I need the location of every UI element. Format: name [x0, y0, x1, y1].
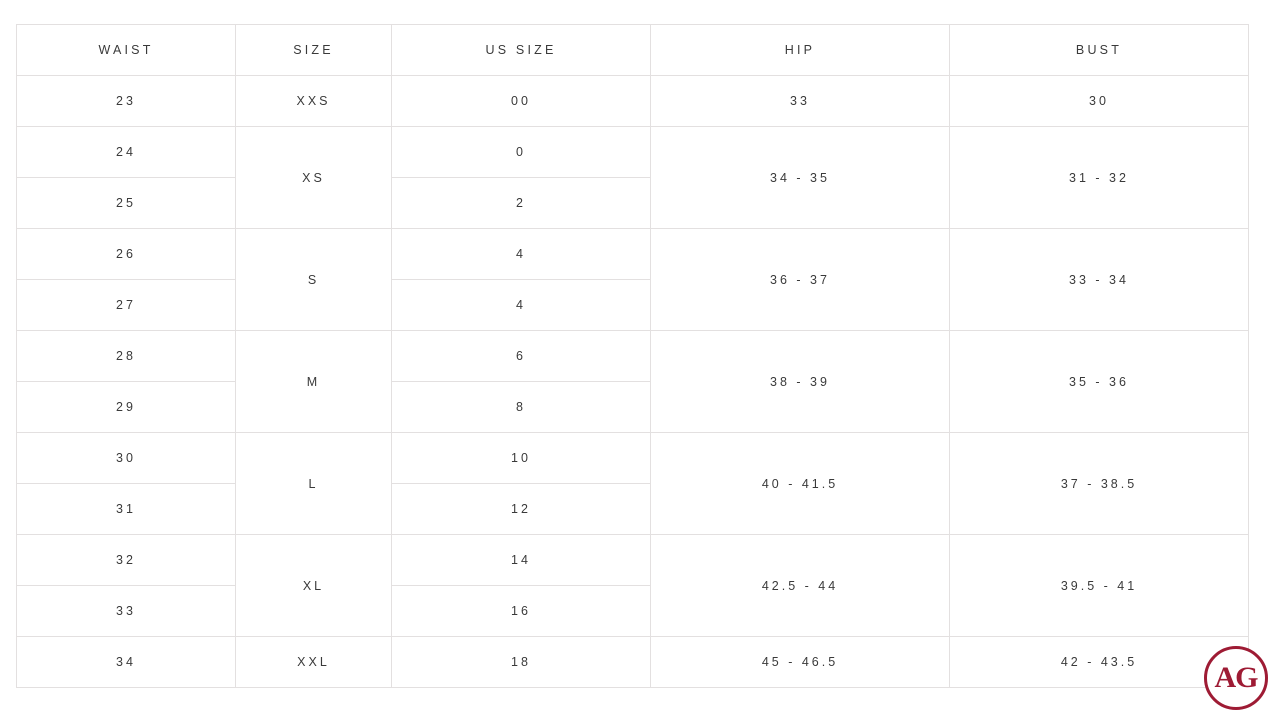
- cell-size: XXS: [236, 76, 392, 127]
- cell-size: M: [236, 331, 392, 433]
- cell-us-size: 00: [392, 76, 651, 127]
- cell-us-size: 2: [392, 178, 651, 229]
- table-header-row: [17, 25, 1249, 76]
- cell-us-size: 18: [392, 637, 651, 688]
- cell-waist: 24: [17, 127, 236, 178]
- cell-us-size: 14: [392, 535, 651, 586]
- column-header-us-size: US SIZE: [392, 25, 651, 76]
- cell-hip: 34 - 35: [651, 127, 950, 229]
- cell-us-size: 8: [392, 382, 651, 433]
- table-row: [17, 127, 1249, 178]
- cell-us-size: 16: [392, 586, 651, 637]
- column-header-size: SIZE: [236, 25, 392, 76]
- cell-bust: 30: [950, 76, 1249, 127]
- cell-hip: 45 - 46.5: [651, 637, 950, 688]
- cell-size: XL: [236, 535, 392, 637]
- logo-text: AG: [1214, 661, 1258, 694]
- cell-bust: 35 - 36: [950, 331, 1249, 433]
- cell-bust: 42 - 43.5: [950, 637, 1249, 688]
- size-chart-table: [16, 24, 1249, 688]
- cell-waist: 28: [17, 331, 236, 382]
- cell-size: L: [236, 433, 392, 535]
- cell-us-size: 4: [392, 229, 651, 280]
- cell-waist: 30: [17, 433, 236, 484]
- column-header-hip: HIP: [651, 25, 950, 76]
- cell-waist: 34: [17, 637, 236, 688]
- table-row: [17, 433, 1249, 484]
- cell-us-size: 12: [392, 484, 651, 535]
- cell-size: XS: [236, 127, 392, 229]
- cell-bust: 37 - 38.5: [950, 433, 1249, 535]
- table-row: [17, 637, 1249, 688]
- ag-logo-icon: [1204, 646, 1268, 710]
- cell-bust: 39.5 - 41: [950, 535, 1249, 637]
- cell-hip: 36 - 37: [651, 229, 950, 331]
- cell-bust: 31 - 32: [950, 127, 1249, 229]
- cell-waist: 32: [17, 535, 236, 586]
- table-row: [17, 535, 1249, 586]
- cell-waist: 29: [17, 382, 236, 433]
- cell-hip: 38 - 39: [651, 331, 950, 433]
- cell-us-size: 0: [392, 127, 651, 178]
- cell-us-size: 4: [392, 280, 651, 331]
- cell-waist: 27: [17, 280, 236, 331]
- table-row: [17, 331, 1249, 382]
- table-row: [17, 229, 1249, 280]
- cell-hip: 42.5 - 44: [651, 535, 950, 637]
- size-chart-container: [16, 24, 1248, 676]
- cell-us-size: 10: [392, 433, 651, 484]
- cell-waist: 23: [17, 76, 236, 127]
- cell-waist: 25: [17, 178, 236, 229]
- cell-bust: 33 - 34: [950, 229, 1249, 331]
- cell-size: S: [236, 229, 392, 331]
- cell-waist: 26: [17, 229, 236, 280]
- cell-hip: 33: [651, 76, 950, 127]
- column-header-bust: BUST: [950, 25, 1249, 76]
- cell-size: XXL: [236, 637, 392, 688]
- cell-waist: 33: [17, 586, 236, 637]
- table-row: [17, 76, 1249, 127]
- cell-us-size: 6: [392, 331, 651, 382]
- column-header-waist: WAIST: [17, 25, 236, 76]
- cell-hip: 40 - 41.5: [651, 433, 950, 535]
- cell-waist: 31: [17, 484, 236, 535]
